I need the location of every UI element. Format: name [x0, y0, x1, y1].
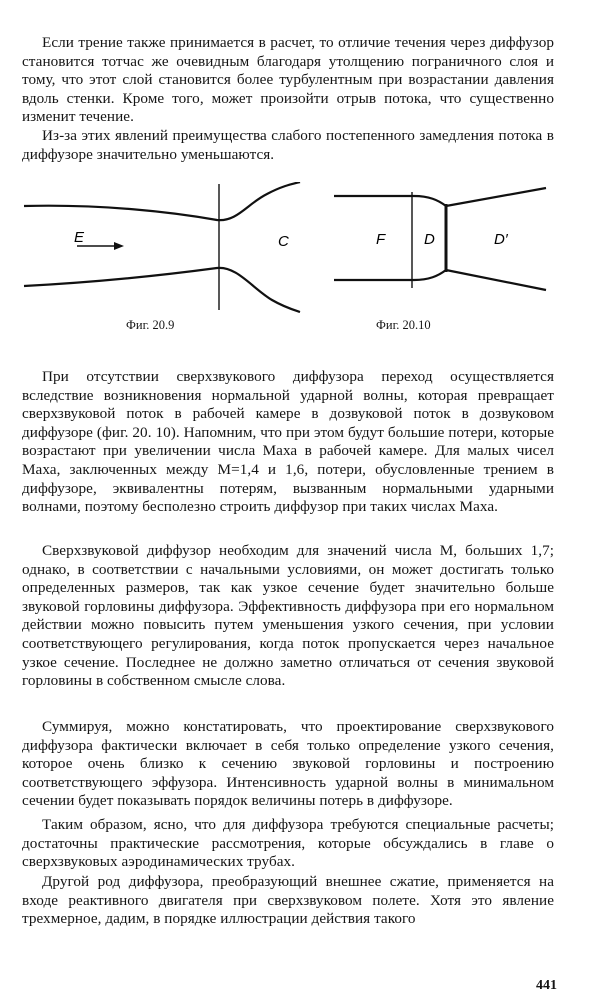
flow-arrow-head — [114, 242, 124, 250]
lower-wall-diffuser — [446, 270, 546, 290]
paragraph-7: Другой род диффузора, преобразующий внешнее сжатие, применяется на входе реактивного двигателя при сверхзвуковом полете. Хотя это явление трехмерное, дадим, в порядке иллюстрации действия такого — [22, 873, 554, 928]
lower-wall — [24, 268, 300, 312]
figure-20-9 — [22, 182, 302, 322]
caption-20-10: Фиг. 20.10 — [376, 318, 431, 332]
paragraph-6: Таким образом, ясно, что для диффузора требуются специальные расчеты; достаточны практические рассмотрения, которые обсуждались в главе о сверхзвуковых аэродинамических трубах. — [22, 816, 554, 871]
label-f: F — [376, 231, 386, 248]
figure-20-10 — [334, 182, 560, 302]
paragraph-1: Если трение также принимается в расчет, то отличие течения через диффузор становится тотчас же очевидным благодаря утолщению пограничного слоя и тому, что этот слой становится более турбулентным при возрастании давления вдоль стенки. Кроме того, может произойти отрыв потока, что существенно изменит течение. — [22, 34, 554, 126]
nozzle-diagram — [22, 182, 302, 322]
caption-20-9: Фиг. 20.9 — [126, 318, 175, 332]
label-d: D — [424, 231, 435, 248]
label-e: E — [74, 229, 85, 246]
label-d-prime: D′ — [494, 231, 508, 248]
upper-wall-diffuser — [446, 188, 546, 206]
lower-wall-chamber — [334, 270, 446, 280]
upper-wall — [24, 182, 300, 220]
paragraph-2: Из-за этих явлений преимущества слабого постепенного замедления потока в диффузоре значительно уменьшаются. — [22, 127, 554, 163]
paragraph-3: При отсутствии сверхзвукового диффузора переход осуществляется вследствие возникновения нормальной ударной волны, которая превращает сверхзвуковой поток в рабочей камере в дозвуковой поток в дозвуковом диффузоре (фиг. 20. 10). Напомним, что при этом будут большие потери, которые возрастают при увеличении числа Маха в рабочей камере. Для малых чисел Маха, заключенных между M=1,4 и 1,6, потери, обусловленные трением в диффузоре, эквивалентны потерям, вызванным нормальными ударными волнами, поэтому бесполезно строить диффузор при таких числах Маха. — [22, 368, 554, 516]
upper-wall-chamber — [334, 196, 446, 206]
page-number: 441 — [536, 978, 557, 993]
label-c: C — [278, 233, 289, 250]
diffuser-diagram — [334, 182, 560, 302]
paragraph-5: Суммируя, можно констатировать, что проектирование сверхзвукового диффузора фактически включает в себя только определение узкого сечения, которое очень близко к сечению звуковой горловины и построению соответствующего эффузора. Интенсивность ударной волны в минимальном сечении будет показывать порядок величины потерь в диффузоре. — [22, 718, 554, 810]
paragraph-4: Сверхзвуковой диффузор необходим для значений числа M, больших 1,7; однако, в соответствии с начальными условиями, он может достигать только определенных размеров, так как узкое сечение будет значительно больше звуковой горловины диффузора. Эффективность диффузора при его нормальном действии можно повысить путем уменьшения узкого сечения, при условии соответствующего регулирования, когда поток пропускается через начальное узкое сечение. Последнее не должно заметно отличаться от сечения звуковой горловины в собственном смысле слова. — [22, 542, 554, 690]
